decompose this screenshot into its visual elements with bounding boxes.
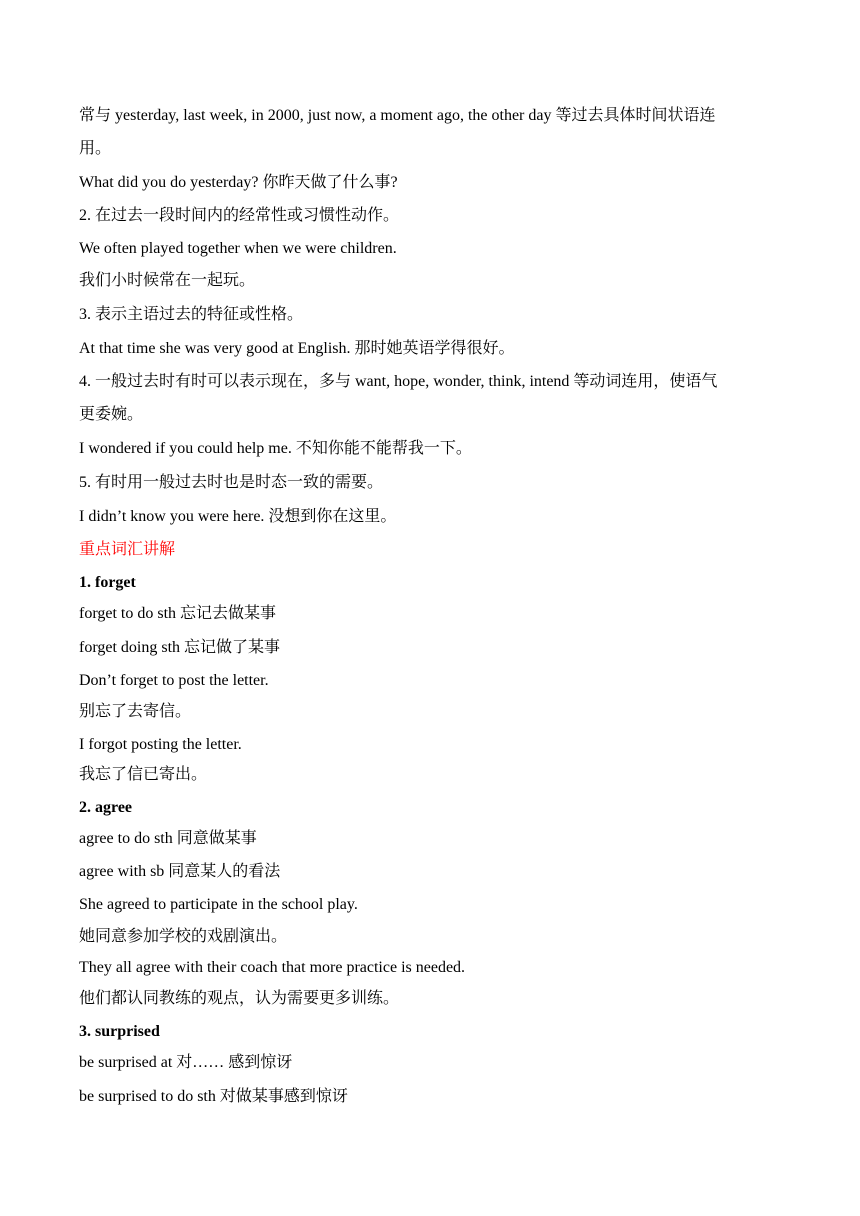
text-line: What did you do yesterday? 你昨天做了什么事? <box>79 174 398 191</box>
section-heading: 重点词汇讲解 <box>79 541 176 558</box>
phrase-line: be surprised to do sth 对做某事感到惊讶 <box>79 1088 348 1105</box>
example-sentence: I forgot posting the letter. <box>79 736 242 753</box>
example-sentence: Don’t forget to post the letter. <box>79 672 269 689</box>
example-sentence: At that time she was very good at English. 那时她英语学得很好。 <box>79 340 515 357</box>
numbered-point: 4. 一般过去时有时可以表示现在，多与 want, hope, wonder, think, intend 等动词连用，使语气 <box>79 373 718 390</box>
text-line: 用。 <box>79 140 112 157</box>
text-line: 更委婉。 <box>79 406 144 423</box>
example-sentence: She agreed to participate in the school play. <box>79 896 358 913</box>
example-sentence: I didn’t know you were here. 没想到你在这里。 <box>79 508 397 525</box>
translation: 他们都认同教练的观点，认为需要更多训练。 <box>79 990 400 1007</box>
translation: 别忘了去寄信。 <box>79 703 192 720</box>
text-line: 常与 yesterday, last week, in 2000, just now, a moment ago, the other day 等过去具体时间状语连 <box>79 107 716 124</box>
phrase-line: agree with sb 同意某人的看法 <box>79 863 281 880</box>
translation: 她同意参加学校的戏剧演出。 <box>79 928 288 945</box>
vocab-heading-forget: 1. forget <box>79 574 136 591</box>
phrase-line: forget to do sth 忘记去做某事 <box>79 605 277 622</box>
example-sentence: I wondered if you could help me. 不知你能不能帮我一下。 <box>79 440 472 457</box>
vocab-heading-surprised: 3. surprised <box>79 1023 160 1040</box>
translation: 我忘了信已寄出。 <box>79 766 208 783</box>
translation: 我们小时候常在一起玩。 <box>79 272 256 289</box>
example-sentence: We often played together when we were children. <box>79 240 397 257</box>
phrase-line: forget doing sth 忘记做了某事 <box>79 639 281 656</box>
phrase-line: be surprised at 对…… 感到惊讶 <box>79 1054 293 1071</box>
phrase-line: agree to do sth 同意做某事 <box>79 830 257 847</box>
numbered-point: 3. 表示主语过去的特征或性格。 <box>79 306 304 323</box>
vocab-heading-agree: 2. agree <box>79 799 133 816</box>
numbered-point: 2. 在过去一段时间内的经常性或习惯性动作。 <box>79 207 400 224</box>
numbered-point: 5. 有时用一般过去时也是时态一致的需要。 <box>79 474 384 491</box>
example-sentence: They all agree with their coach that more practice is needed. <box>79 959 466 976</box>
